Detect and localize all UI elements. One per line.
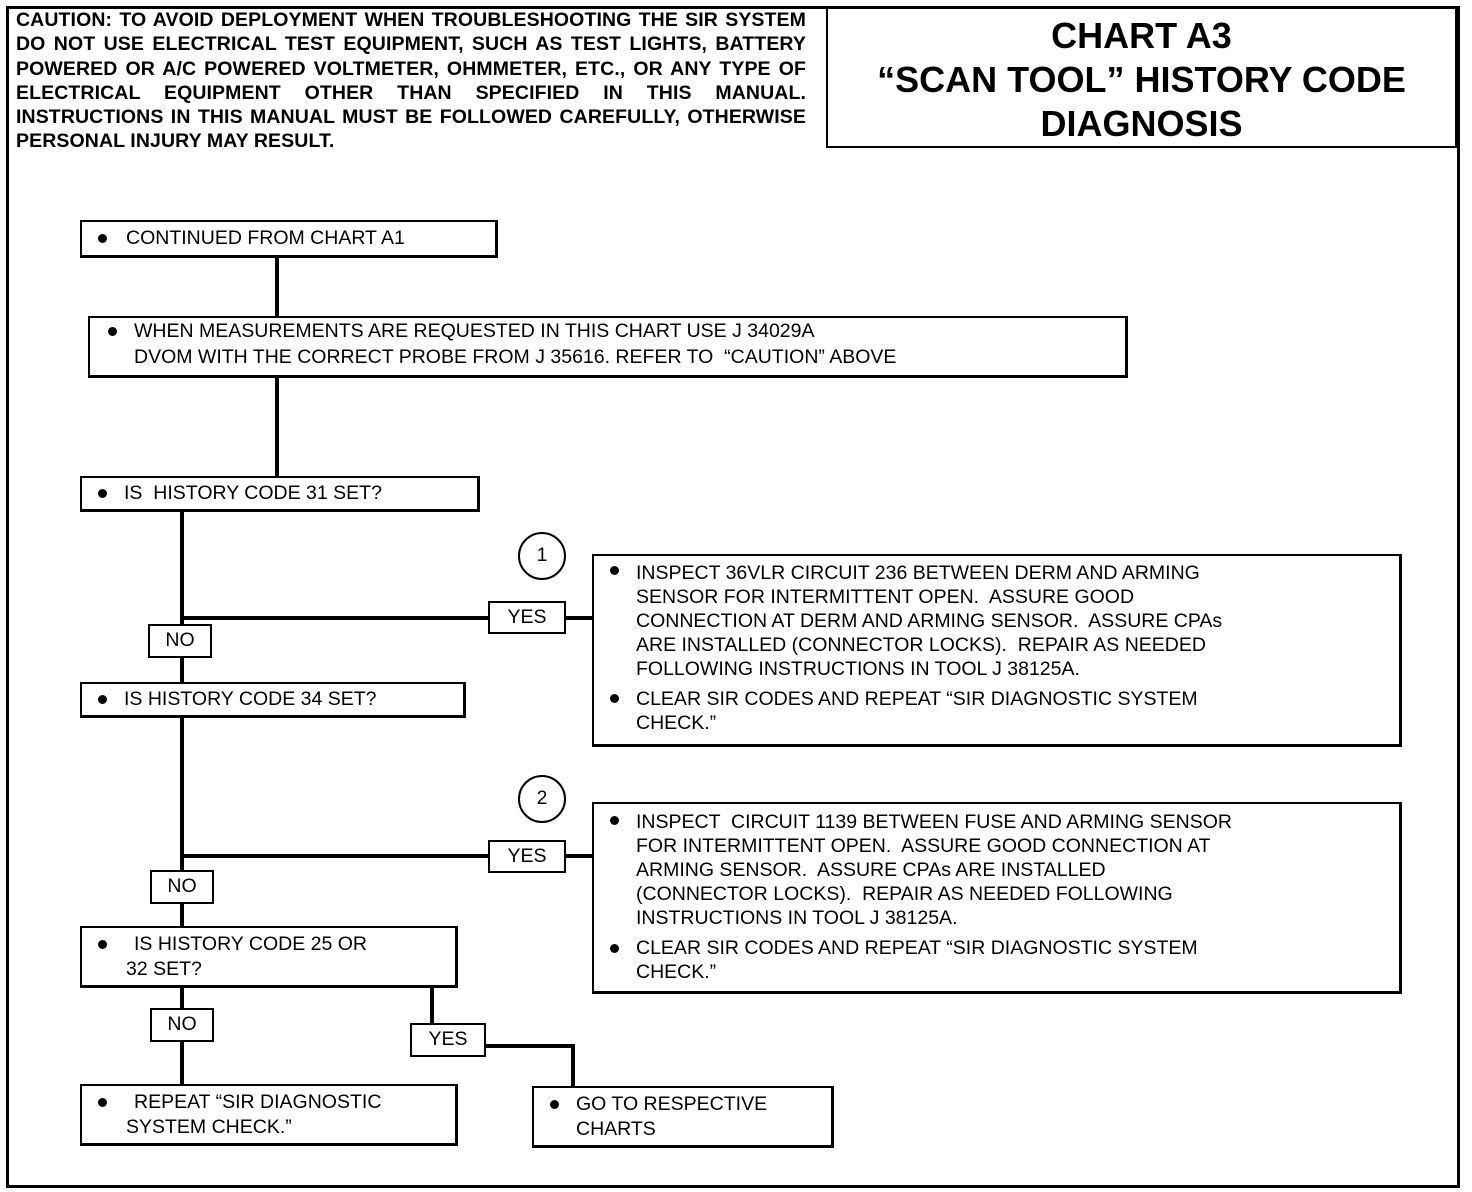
bullet-icon [98,940,107,949]
chart-title-subtitle: DIAGNOSIS [1040,103,1243,144]
step-repeat-sir-check [80,1084,458,1146]
bullet-icon [98,1098,107,1107]
bullet-icon [108,327,117,336]
yes-label: YES [410,1023,486,1057]
action-1-line-1: INSPECT 36VLR CIRCUIT 236 BETWEEN DERM AND ARMING [636,562,1200,584]
action-2-line-6: CLEAR SIR CODES AND REPEAT “SIR DIAGNOSTIC SYSTEM [636,937,1198,959]
step-go-to-respective-charts [532,1086,834,1148]
step-continued-text: CONTINUED FROM CHART A1 [126,227,405,249]
bullet-icon [550,1100,559,1109]
bullet-icon [610,694,619,703]
action-2-line-5: INSTRUCTIONS IN TOOL J 38125A. [636,907,958,929]
bullet-icon [610,566,619,575]
chart-title-name: “SCAN TOOL” HISTORY CODE [877,59,1406,100]
bullet-icon [98,489,107,498]
step-number-2: 2 [518,775,566,823]
action-inspect-circuit-1139 [592,802,1402,994]
chart-title-number: CHART A3 [1051,15,1232,56]
bullet-icon [610,944,619,953]
question-code-25-32-line-2: 32 SET? [126,958,202,980]
step-goto-line-1: GO TO RESPECTIVE [576,1093,768,1115]
action-1-line-6: CLEAR SIR CODES AND REPEAT “SIR DIAGNOSTIC SYSTEM [636,688,1198,710]
question-code-34-text: IS HISTORY CODE 34 SET? [124,688,377,710]
action-1-line-4: ARE INSTALLED (CONNECTOR LOCKS). REPAIR AS NEEDED [636,634,1206,656]
question-code-25-32 [80,926,458,988]
bullet-icon [98,234,107,243]
step-measurement-line-2: DVOM WITH THE CORRECT PROBE FROM J 35616. REFER TO “CAUTION” ABOVE [134,346,897,368]
action-inspect-circuit-236 [592,554,1402,747]
step-number-1: 1 [518,532,566,580]
question-code-34 [80,682,466,718]
bullet-icon [610,816,619,825]
action-1-line-5: FOLLOWING INSTRUCTIONS IN TOOL J 38125A. [636,658,1080,680]
step-repeat-line-2: SYSTEM CHECK.” [126,1116,292,1138]
step-measurement [88,316,1128,378]
action-2-line-7: CHECK.” [636,961,717,983]
action-1-line-7: CHECK.” [636,712,717,734]
action-1-line-2: SENSOR FOR INTERMITTENT OPEN. ASSURE GOOD [636,586,1135,608]
step-repeat-line-1: REPEAT “SIR DIAGNOSTIC [134,1091,382,1113]
question-code-25-32-line-1: IS HISTORY CODE 25 OR [134,933,367,955]
question-code-31 [80,476,480,512]
step-continued [80,220,498,258]
yes-label: YES [488,601,566,634]
caution-notice: CAUTION: TO AVOID DEPLOYMENT WHEN TROUBLESHOOTING THE SIR SYSTEM DO NOT USE ELECTRICAL TEST EQUIPMENT, SUCH AS TEST LIGHTS, BATTERY POWERED OR A/C POWERED VOLTMETER, OHMMETER, ETC., OR ANY TYPE OF ELECTRICAL EQUIPMENT OTHER THAN SPECIFIED IN THIS MANUAL. INSTRUCTIONS IN THIS MANUAL MUST BE FOLLOWED CAREFULLY, OTHERWISE PERSONAL INJURY MAY RESULT. [16,9,806,153]
no-label: NO [150,870,214,904]
action-2-line-1: INSPECT CIRCUIT 1139 BETWEEN FUSE AND ARMING SENSOR [636,811,1232,833]
step-measurement-line-1: WHEN MEASUREMENTS ARE REQUESTED IN THIS CHART USE J 34029A [134,320,815,342]
chart-title-block [826,6,1457,148]
bullet-icon [98,695,107,704]
action-2-line-4: (CONNECTOR LOCKS). REPAIR AS NEEDED FOLLOWING [636,883,1173,905]
step-goto-line-2: CHARTS [576,1118,656,1140]
yes-label: YES [488,840,566,873]
action-1-line-3: CONNECTION AT DERM AND ARMING SENSOR. ASSURE CPAs [636,610,1223,632]
no-label: NO [150,1008,214,1042]
question-code-31-text: IS HISTORY CODE 31 SET? [124,482,382,504]
action-2-line-3: ARMING SENSOR. ASSURE CPAs ARE INSTALLED [636,859,1106,881]
no-label: NO [148,624,212,658]
action-2-line-2: FOR INTERMITTENT OPEN. ASSURE GOOD CONNECTION AT [636,835,1211,857]
